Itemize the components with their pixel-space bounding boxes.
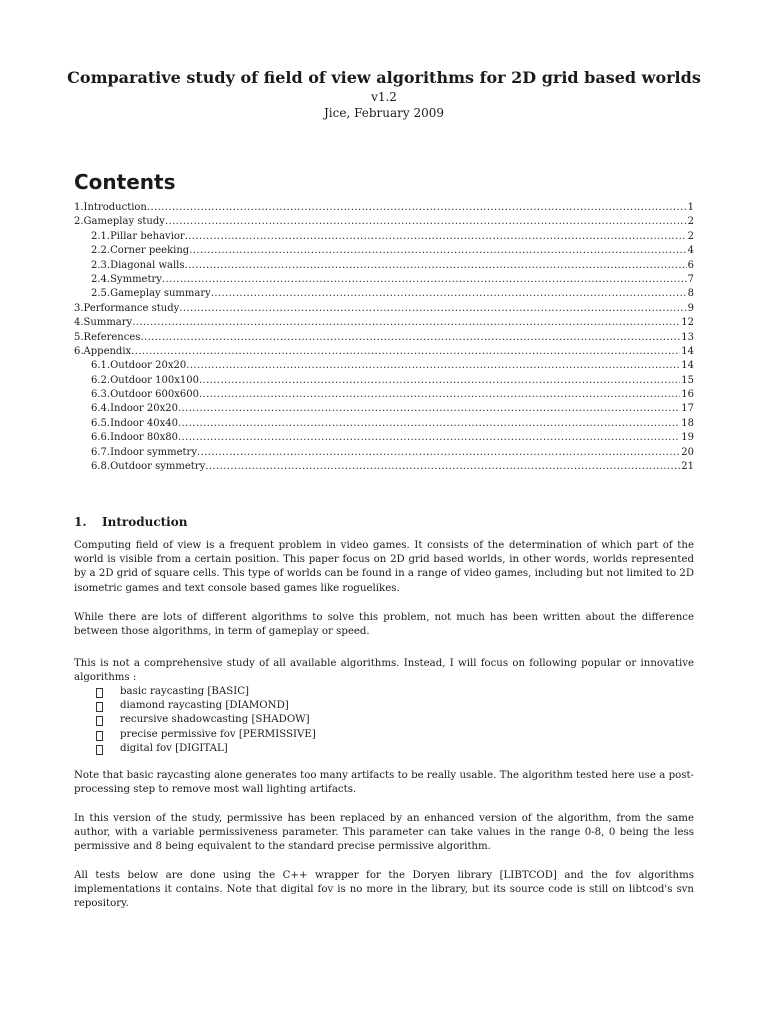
bullet-icon [96, 745, 103, 755]
toc-entry-label: 2.Gameplay study [74, 216, 165, 228]
toc-entry-page: 14 [681, 345, 694, 357]
algorithm-name: precise permissive fov [PERMISSIVE] [120, 728, 316, 740]
list-item [96, 742, 596, 756]
toc-entry-label: 2.2.Corner peeking [91, 245, 190, 257]
toc-entry-label: 6.7.Indoor symmetry [91, 446, 197, 458]
toc-entry[interactable] [74, 446, 694, 460]
toc-leader-dots [178, 417, 680, 431]
toc-entry-page: 1 [687, 202, 694, 213]
toc-entry-label: 4.Summary [74, 317, 133, 329]
bullet-icon [96, 688, 103, 698]
toc-leader-dots [147, 201, 687, 215]
toc-entry-page: 14 [681, 360, 694, 372]
toc-entry-page: 16 [681, 389, 694, 401]
toc-entry[interactable] [74, 316, 694, 330]
toc-leader-dots [165, 215, 687, 229]
toc-entry-label: 2.1.Pillar behavior [91, 230, 185, 242]
list-item [96, 685, 596, 699]
toc-leader-dots [162, 273, 687, 287]
toc-entry-label: 6.8.Outdoor symmetry [91, 461, 206, 473]
toc-entry[interactable] [74, 331, 694, 345]
intro-paragraph-1: Computing field of view is a frequent problem in video games. It consists of the determination of which part of the world is visible from a certain position. This paper focus on 2D grid based worlds, in other words, worlds represented by a 2D grid of square cells. This type of worlds can be found in a range of video games, including but not limited to 2D isometric games and text console based games like roguelikes. [74, 540, 694, 594]
toc-leader-dots [178, 431, 680, 445]
intro-paragraph-5: In this version of the study, permissive has been replaced by an enhanced version of the algorithm, from the same author, with a variable permissiveness parameter. This parameter can take values in the range 0-8, 0 being the less permissive and 8 being equivalent to the standard precise permissive algorithm. [74, 813, 694, 853]
toc-leader-dots [179, 302, 686, 316]
toc-entry[interactable] [74, 230, 694, 244]
bullet-icon [96, 731, 103, 741]
introduction-heading [74, 515, 187, 530]
toc-leader-dots [185, 230, 687, 244]
toc-entry[interactable] [74, 345, 694, 359]
toc-leader-dots [197, 446, 680, 460]
algorithm-name: diamond raycasting [DIAMOND] [120, 700, 289, 712]
algorithm-name: basic raycasting [BASIC] [120, 686, 249, 697]
toc-entry-label: 6.1.Outdoor 20x20 [91, 360, 187, 372]
toc-entry-page: 2 [687, 230, 694, 242]
toc-entry-page: 17 [681, 403, 694, 415]
toc-entry-label: 2.5.Gameplay summary [91, 288, 211, 300]
document-title: Comparative study of field of view algorithms for 2D grid based worlds [67, 68, 701, 87]
toc-entry-label: 3.Performance study [74, 302, 180, 314]
document-version: v1.2 [371, 90, 397, 104]
toc-entry[interactable] [74, 201, 694, 215]
toc-entry-label: 6.2.Outdoor 100x100 [91, 374, 199, 386]
toc-entry[interactable] [74, 388, 694, 402]
toc-entry-label: 2.4.Symmetry [91, 273, 162, 285]
intro-paragraph-6: All tests below are done using the C++ wrapper for the Doryen library [LIBTCOD] and the fov algorithms implementations it contains. Note that digital fov is no more in the library, but its source code is still on libtcod's svn repository. [74, 870, 694, 910]
toc-leader-dots [205, 460, 680, 474]
toc-leader-dots [140, 331, 680, 345]
algorithm-name: digital fov [DIGITAL] [120, 742, 228, 754]
toc-entry-page: 18 [681, 417, 694, 429]
toc-entry[interactable] [74, 460, 694, 474]
list-item [96, 728, 596, 742]
toc-entry-label: 5.References [74, 331, 141, 343]
toc-entry-page: 4 [687, 245, 694, 257]
toc-entry-page: 21 [681, 461, 694, 473]
contents-heading: Contents [74, 170, 176, 194]
toc-entry-page: 13 [681, 331, 694, 343]
section-title: Introduction [102, 515, 188, 529]
toc-entry[interactable] [74, 417, 694, 431]
toc-entry-label: 1.Introduction [74, 202, 147, 213]
section-number: 1. [74, 515, 87, 529]
toc-entry-label: 6.3.Outdoor 600x600 [91, 389, 199, 401]
toc-entry[interactable] [74, 374, 694, 388]
toc-leader-dots [185, 259, 687, 273]
list-item [96, 713, 596, 727]
toc-entry-page: 12 [681, 317, 694, 329]
toc-leader-dots [132, 316, 680, 330]
toc-leader-dots [189, 244, 686, 258]
toc-leader-dots [131, 345, 680, 359]
toc-leader-dots [178, 402, 680, 416]
toc-entry-label: 6.5.Indoor 40x40 [91, 417, 178, 429]
bullet-icon [96, 716, 103, 726]
toc-entry[interactable] [74, 273, 694, 287]
toc-entry[interactable] [74, 259, 694, 273]
algorithm-name: recursive shadowcasting [SHADOW] [120, 714, 310, 726]
toc-entry-page: 9 [687, 302, 694, 314]
toc-entry[interactable] [74, 359, 694, 373]
toc-entry-label: 6.Appendix [74, 345, 132, 357]
table-of-contents [74, 201, 694, 474]
intro-paragraph-3: This is not a comprehensive study of all available algorithms. Instead, I will focus on following popular or innovative algorithms : [74, 658, 694, 684]
toc-entry-page: 2 [687, 216, 694, 228]
toc-leader-dots [211, 287, 687, 301]
toc-entry[interactable] [74, 287, 694, 301]
toc-entry-page: 7 [687, 273, 694, 285]
toc-entry[interactable] [74, 215, 694, 229]
toc-entry[interactable] [74, 402, 694, 416]
toc-entry-page: 15 [681, 374, 694, 386]
toc-entry-page: 19 [681, 432, 694, 444]
toc-entry-page: 6 [687, 259, 694, 271]
toc-entry-page: 20 [681, 446, 694, 458]
toc-entry-label: 6.6.Indoor 80x80 [91, 432, 178, 444]
intro-paragraph-2: While there are lots of different algorithms to solve this problem, not much has been written about the difference between those algorithms, in term of gameplay or speed. [74, 612, 694, 638]
document-author: Jice, February 2009 [323, 106, 445, 120]
toc-entry-label: 2.3.Diagonal walls [91, 259, 185, 271]
toc-leader-dots [186, 359, 680, 373]
toc-entry[interactable] [74, 431, 694, 445]
intro-paragraph-4: Note that basic raycasting alone generates too many artifacts to be really usable. The algorithm tested here use a post-processing step to remove most wall lighting artifacts. [74, 770, 694, 796]
toc-leader-dots [199, 388, 680, 402]
toc-entry-page: 8 [687, 288, 694, 300]
bullet-icon [96, 702, 103, 712]
list-item [96, 699, 596, 713]
toc-entry[interactable] [74, 244, 694, 258]
algorithm-list [96, 685, 596, 756]
toc-entry-label: 6.4.Indoor 20x20 [91, 403, 178, 415]
toc-entry[interactable] [74, 302, 694, 316]
toc-leader-dots [199, 374, 680, 388]
